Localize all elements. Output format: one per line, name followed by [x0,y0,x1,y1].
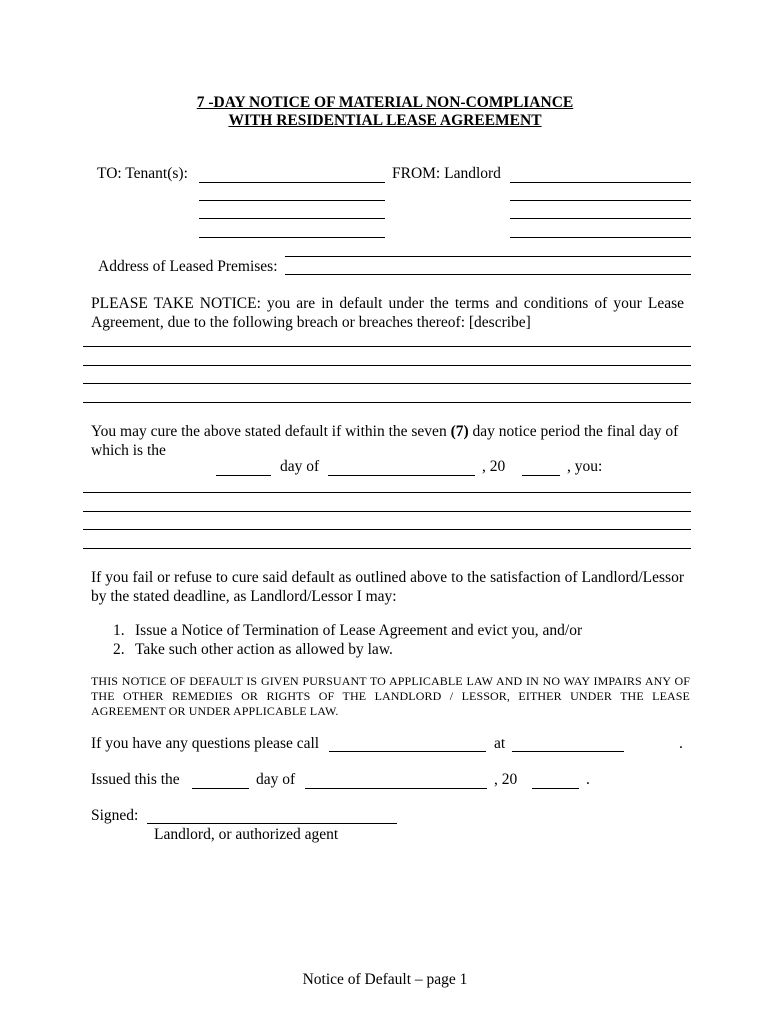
breach-description-line-2[interactable] [83,365,691,366]
landlord-field-5[interactable] [285,256,691,257]
signed-label: Signed: [91,807,139,824]
cure-year-prefix: , 20 [482,458,506,475]
questions-label: If you have any questions please call [91,735,320,752]
address-label: Address of Leased Premises: [98,258,278,275]
issued-day-of-label: day of [256,771,296,788]
cure-action-line-3[interactable] [83,529,691,530]
list-item: 1. Issue a Notice of Termination of Lease Agreement and evict you, and/or [113,622,583,639]
page-footer: Notice of Default – page 1 [302,971,468,988]
contact-name-field[interactable] [329,751,486,752]
issued-period: . [586,771,590,788]
landlord-field-2[interactable] [510,200,691,201]
fail-paragraph: If you fail or refuse to cure said default as outlined above to the satisfaction of Landlord/Lessor by the stated deadline, as Landlord/Lessor I may: [91,569,684,605]
cure-month-field[interactable] [328,475,475,476]
cure-you-label: , you: [567,458,603,475]
cure-day-of-label: day of [280,458,320,475]
cure-year-field[interactable] [522,475,560,476]
breach-description-line-4[interactable] [83,402,691,403]
list-item: 2. Take such other action as allowed by law. [113,641,393,658]
cure-day-field[interactable] [216,475,271,476]
tenant-name-field-1[interactable] [199,182,385,183]
from-landlord-label: FROM: Landlord [392,165,501,182]
landlord-field-4[interactable] [510,237,691,238]
issued-label: Issued this the [91,771,180,788]
disclaimer-text: THIS NOTICE OF DEFAULT IS GIVEN PURSUANT TO APPLICABLE LAW AND IN NO WAY IMPAIRS ANY OF THE OTHER REMEDIES OR RIGHTS OF THE LANDLORD / LESSOR, EITHER UNDER THE LEASE AGREEMENT OR UNDER APPLICABLE LAW. [91,674,690,718]
at-label: at [494,735,506,752]
cure-action-line-4[interactable] [83,548,691,549]
tenant-name-field-3[interactable] [199,218,385,219]
address-field[interactable] [285,274,691,275]
cure-paragraph: You may cure the above stated default if within the seven (7) day notice period the final day of which is the [91,423,679,459]
remedies-list [113,621,582,659]
questions-period: . [679,735,683,752]
title-line-1: 7 -DAY NOTICE OF MATERIAL NON-COMPLIANCE [196,94,574,111]
breach-description-line-1[interactable] [83,346,691,347]
issued-month-field[interactable] [305,788,487,789]
signature-field[interactable] [147,823,397,824]
notice-paragraph: PLEASE TAKE NOTICE: you are in default under the terms and conditions of your Lease Agreement, due to the following breach or breaches thereof: [describe] [91,295,684,331]
to-tenants-label: TO: Tenant(s): [97,165,188,182]
landlord-field-3[interactable] [510,218,691,219]
issued-day-field[interactable] [192,788,249,789]
title-line-2: WITH RESIDENTIAL LEASE AGREEMENT [228,112,542,129]
cure-action-line-1[interactable] [83,492,691,493]
cure-days-bold: (7) [450,423,469,440]
contact-phone-field[interactable] [512,751,624,752]
issued-year-prefix: , 20 [494,771,518,788]
breach-description-line-3[interactable] [83,383,691,384]
cure-action-line-2[interactable] [83,511,691,512]
landlord-field-1[interactable] [510,182,691,183]
signer-caption: Landlord, or authorized agent [154,826,339,843]
tenant-name-field-4[interactable] [199,237,385,238]
issued-year-field[interactable] [532,788,579,789]
tenant-name-field-2[interactable] [199,200,385,201]
